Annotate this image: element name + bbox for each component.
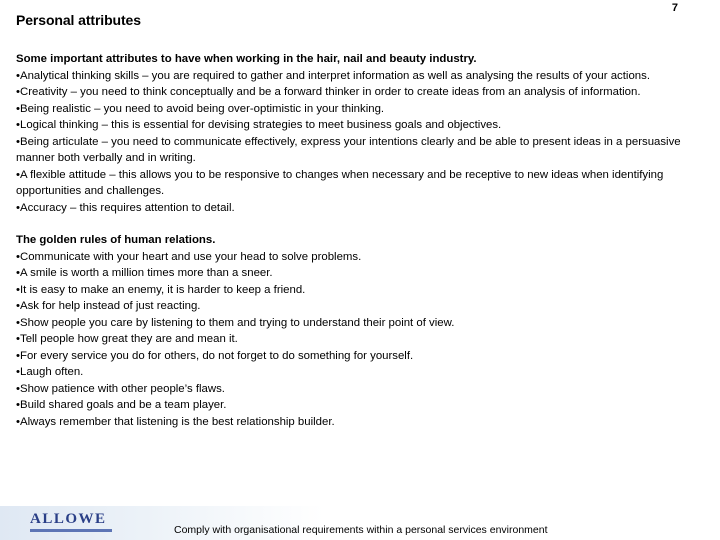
section-heading-attributes: Some important attributes to have when working in the hair, nail and beauty industry.: [16, 53, 477, 65]
logo-underline: [30, 529, 112, 532]
document-body: [16, 51, 696, 430]
list-item: • Show patience with other people’s flaws.: [16, 381, 696, 398]
logo-text: ALLOWE: [30, 511, 107, 527]
list-item: • It is easy to make an enemy, it is harder to keep a friend.: [16, 282, 696, 299]
list-item: • Analytical thinking skills – you are required to gather and interpret information as well as analysing the results of your actions.: [16, 68, 696, 85]
list-item: • Communicate with your heart and use your head to solve problems.: [16, 249, 696, 266]
footer-caption: Comply with organisational requirements within a personal services environment: [174, 524, 548, 536]
list-item: • A flexible attitude – this allows you to be responsive to changes when necessary and be receptive to new ideas when identifying opportunities and challenges.: [16, 167, 696, 200]
list-item: • A smile is worth a million times more than a sneer.: [16, 265, 696, 282]
list-item: • Tell people how great they are and mean it.: [16, 331, 696, 348]
allowe-logo: [30, 512, 116, 534]
section-spacer: [16, 216, 696, 232]
footer: [0, 506, 720, 540]
list-item: • Accuracy – this requires attention to detail.: [16, 200, 696, 217]
list-item: • Always remember that listening is the best relationship builder.: [16, 414, 696, 431]
page-number: 7: [671, 2, 678, 14]
list-item: • Being articulate – you need to communicate effectively, express your intentions clearly and be able to present ideas in a persuasive manner both verbally and in writing.: [16, 134, 696, 167]
list-item: • Build shared goals and be a team player.: [16, 397, 696, 414]
page-title: Personal attributes: [16, 12, 141, 28]
list-item: • Creativity – you need to think conceptually and be a forward thinker in order to create ideas from an analysis of information.: [16, 84, 696, 101]
list-item: • Show people you care by listening to them and trying to understand their point of view.: [16, 315, 696, 332]
list-item: • Being realistic – you need to avoid being over-optimistic in your thinking.: [16, 101, 696, 118]
list-item: • Ask for help instead of just reacting.: [16, 298, 696, 315]
golden-rules-list: [16, 249, 696, 431]
list-item: • Laugh often.: [16, 364, 696, 381]
attributes-list: [16, 68, 696, 217]
section-heading-golden-rules: The golden rules of human relations.: [16, 234, 216, 246]
list-item: • Logical thinking – this is essential for devising strategies to meet business goals and objectives.: [16, 117, 696, 134]
list-item: • For every service you do for others, do not forget to do something for yourself.: [16, 348, 696, 365]
